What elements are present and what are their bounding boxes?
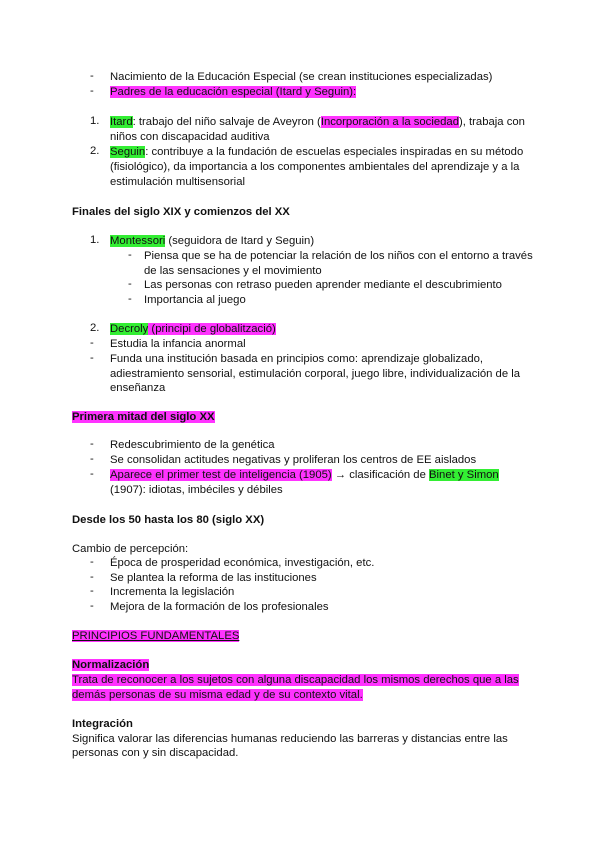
dash-marker: - [128, 249, 132, 261]
normalizacion-line [72, 688, 363, 703]
dash-marker: - [90, 85, 94, 97]
title-text: PRINCIPIOS FUNDAMENTALES [72, 630, 240, 642]
sub-bullet: Las personas con retraso pueden aprender mediante el descubrimiento [144, 279, 502, 291]
text: (seguidora de Itard y Seguin) [165, 235, 315, 247]
highlight-padres: Padres de la educación especial (Itard y Seguin): [110, 86, 357, 98]
heading-text: Desde los 50 hasta los 80 (siglo XX) [72, 514, 265, 526]
highlight-principi: (principi de globalització) [148, 323, 276, 335]
highlight-binet: Binet y Simon [429, 469, 499, 481]
bullet: Funda una institución basada en principios como: aprendizaje globalizado, [110, 353, 484, 365]
bullet-test [110, 468, 499, 483]
bullet: Se consolidan actitudes negativas y proliferan los centros de EE aislados [110, 454, 477, 466]
number-marker: 2. [90, 322, 100, 334]
dash-marker: - [90, 600, 94, 612]
list-item-itard [110, 115, 525, 130]
heading-text: Normalización [72, 659, 150, 671]
highlight-text: demás personas de su misma edad y de su contexto vital. [72, 689, 363, 701]
bullet: Estudia la infancia anormal [110, 338, 246, 350]
highlight-test: Aparece el primer test de inteligencia (1905) [110, 469, 332, 481]
section-heading [72, 410, 215, 425]
integracion-line: Significa valorar las diferencias humanas reduciendo las barreras y distancias entre las [72, 733, 508, 745]
dash-marker: - [128, 293, 132, 305]
list-item-seguin-line2: (fisiológico), da importancia a los componentes ambientales del aprendizaje y a la [110, 161, 520, 173]
heading-text: Finales del siglo XIX y comienzos del XX [72, 206, 290, 218]
highlight-decroly: Decroly [110, 323, 149, 335]
highlight-text: Trata de reconocer a los sujetos con alguna discapacidad los mismos derechos que a las [72, 674, 519, 686]
heading-text: Integración [72, 718, 133, 730]
bullet: Época de prosperidad económica, investigación, etc. [110, 557, 375, 569]
dash-marker: - [90, 453, 94, 465]
section-heading [72, 513, 264, 528]
integracion-heading [72, 717, 133, 732]
list-item-decroly [110, 322, 276, 337]
heading-text: Primera mitad del siglo XX [72, 411, 215, 423]
list-item-itard-line2: niños con discapacidad auditiva [110, 131, 270, 143]
highlight-itard: Itard [110, 116, 133, 128]
dash-marker: - [90, 556, 94, 568]
list-item-seguin [110, 145, 523, 160]
dash-marker: - [90, 70, 94, 82]
sub-bullet: Importancia al juego [144, 294, 246, 306]
principles-title [72, 629, 239, 644]
number-marker: 1. [90, 115, 100, 127]
dash-marker: - [90, 352, 94, 364]
highlight-seguin: Seguin [110, 146, 146, 158]
dash-marker: - [90, 585, 94, 597]
section-heading [72, 205, 290, 220]
bullet: Se plantea la reforma de las instituciones [110, 572, 317, 584]
sub-bullet: Piensa que se ha de potenciar la relación de los niños con el entorno a través [144, 250, 533, 262]
dash-marker: - [128, 278, 132, 290]
text: : trabajo del niño salvaje de Aveyron ( [132, 116, 321, 128]
integracion-line: personas con y sin discapacidad. [72, 747, 239, 759]
dash-marker: - [90, 337, 94, 349]
bullet: Redescubrimiento de la genética [110, 439, 275, 451]
number-marker: 1. [90, 234, 100, 246]
normalizacion-heading [72, 658, 149, 673]
dash-marker: - [90, 571, 94, 583]
bullet-padres [110, 85, 356, 100]
highlight-montessori: Montessori [110, 235, 166, 247]
bullet: Mejora de la formación de los profesionales [110, 601, 329, 613]
normalizacion-line [72, 673, 519, 688]
bullet-nacimiento: Nacimiento de la Educación Especial (se crean instituciones especializadas) [110, 71, 493, 83]
sub-bullet-cont: de las sensaciones y el movimiento [144, 265, 322, 277]
dash-marker: - [90, 468, 94, 480]
text: → clasificación de [331, 469, 429, 481]
list-item-seguin-line3: estimulación multisensorial [110, 176, 245, 188]
list-item-montessori [110, 234, 314, 249]
bullet-cont: enseñanza [110, 382, 166, 394]
text: : contribuye a la fundación de escuelas especiales inspiradas en su método [145, 146, 524, 158]
bullet-cont: (1907): idiotas, imbéciles y débiles [110, 484, 283, 496]
bullet: Incrementa la legislación [110, 586, 235, 598]
bullet-cont: adiestramiento sensorial, estimulación corporal, juego libre, individualización de la [110, 368, 521, 380]
dash-marker: - [90, 438, 94, 450]
text: ), trabaja con [458, 116, 525, 128]
number-marker: 2. [90, 145, 100, 157]
paragraph: Cambio de percepción: [72, 543, 189, 555]
highlight-incorporacion: Incorporación a la sociedad [320, 116, 459, 128]
